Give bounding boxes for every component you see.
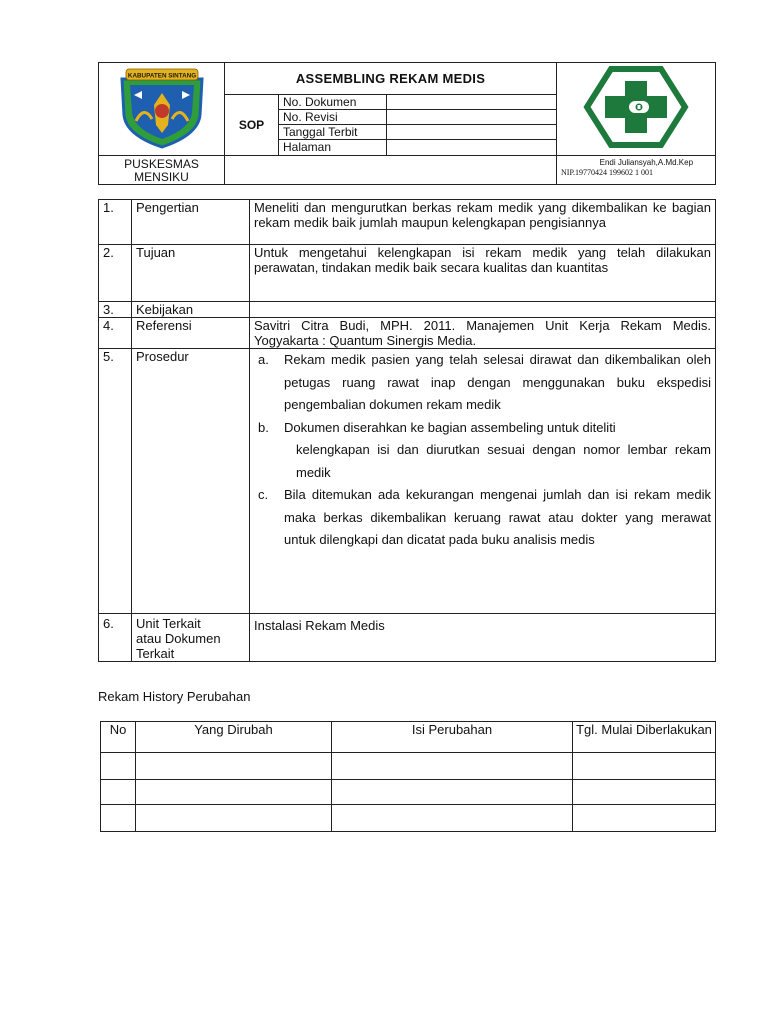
section-label: Tujuan	[132, 245, 250, 302]
meta-value-tanggal-terbit	[387, 125, 557, 140]
history-header-isi-perubahan: Isi Perubahan	[332, 722, 573, 753]
history-cell	[573, 805, 716, 832]
sop-label: SOP	[225, 94, 279, 155]
history-title: Rekam History Perubahan	[98, 689, 251, 704]
section-text-tujuan: Untuk mengetahui kelengkapan isi rekam medik yang telah dilakukan perawatan, tindakan medik baik secara kualitas dan kuantitas	[250, 245, 716, 302]
meta-label-halaman: Halaman	[279, 140, 387, 155]
procedure-text: Bila ditemukan ada kekurangan mengenai jumlah dan isi rekam medik maka berkas dikembalikan keruang rawat atau dokter yang merawat untuk dilengkapi dan dicatat pada buku analisis medis	[284, 487, 711, 547]
meta-label-tanggal-terbit: Tanggal Terbit	[279, 125, 387, 140]
organization-name	[99, 155, 225, 184]
section-number: 3.	[99, 302, 132, 318]
table-row	[99, 318, 716, 349]
section-number: 4.	[99, 318, 132, 349]
section-text-kebijakan	[250, 302, 716, 318]
section-text-referensi: Savitri Citra Budi, MPH. 2011. Manajemen Unit Kerja Rekam Medis. Yogyakarta : Quantum Sinergis Media.	[250, 318, 716, 349]
signer-nip: NIP.19770424 199602 1 001	[561, 167, 654, 177]
kabupaten-sintang-logo	[112, 65, 212, 149]
signer-name: Endi Juliansyah,A.Md.Kep	[599, 157, 694, 167]
document-title: ASSEMBLING REKAM MEDIS	[225, 63, 557, 95]
table-row	[99, 200, 716, 245]
org-line-2: MENSIKU	[134, 169, 189, 184]
table-row	[99, 614, 716, 662]
history-cell	[101, 780, 136, 805]
section-label-line: atau Dokumen	[136, 631, 221, 646]
history-header-tgl-mulai: Tgl. Mulai Diberlakukan	[573, 722, 716, 753]
signature-block	[557, 155, 716, 184]
table-row	[99, 245, 716, 302]
history-cell	[136, 780, 332, 805]
section-number: 5.	[99, 349, 132, 614]
history-cell	[332, 753, 573, 780]
meta-label-no-revisi: No. Revisi	[279, 109, 387, 124]
meta-value-no-revisi	[387, 109, 557, 124]
procedure-marker: c.	[258, 487, 269, 502]
section-label: Kebijakan	[132, 302, 250, 318]
history-header-yang-dirubah: Yang Dirubah	[136, 722, 332, 753]
history-cell	[101, 753, 136, 780]
section-text-pengertian: Meneliti dan mengurutkan berkas rekam medik yang dikembalikan ke bagian rekam medik baik jumlah maupun kelengkapan pengisiannya	[250, 200, 716, 245]
logo-banner-text: KABUPATEN SINTANG	[127, 72, 196, 80]
section-label: Prosedur	[132, 349, 250, 614]
sop-header-table	[98, 62, 716, 185]
section-label-line: Terkait	[136, 646, 175, 661]
history-cell	[332, 805, 573, 832]
section-number: 6.	[99, 614, 132, 662]
procedure-item-b	[254, 417, 711, 485]
org-line-1: PUSKESMAS	[124, 156, 199, 171]
procedure-text-rest: kelengkapan isi dan diurutkan sesuai dengan nomor lembar rekam medik	[296, 442, 711, 480]
section-label: Pengertian	[132, 200, 250, 245]
procedure-item-a	[254, 349, 711, 417]
procedure-text-line1: Dokumen diserahkan ke bagian assembeling untuk diteliti	[284, 419, 616, 435]
procedure-marker: b.	[258, 419, 269, 435]
puskesmas-logo-icon	[581, 65, 691, 149]
history-table	[100, 721, 716, 832]
table-row	[99, 349, 716, 614]
meta-value-halaman	[387, 140, 557, 155]
table-row	[99, 302, 716, 318]
sop-content-table	[98, 199, 716, 662]
history-cell	[573, 753, 716, 780]
blank-footer-cell	[225, 155, 557, 184]
section-label: Referensi	[132, 318, 250, 349]
history-cell	[573, 780, 716, 805]
district-logo-cell	[99, 63, 225, 156]
section-label	[132, 614, 250, 662]
procedure-item-c	[254, 484, 711, 552]
procedure-text: Rekam medik pasien yang telah selesai dirawat dan dikembalikan oleh petugas ruang rawat inap dengan menggunakan buku ekspedisi pengembalian dokumen rekam medik	[284, 352, 711, 412]
section-number: 2.	[99, 245, 132, 302]
procedure-marker: a.	[258, 352, 269, 367]
table-row	[101, 805, 716, 832]
history-cell	[101, 805, 136, 832]
section-text-prosedur	[250, 349, 716, 614]
meta-value-no-dokumen	[387, 94, 557, 109]
table-row	[101, 753, 716, 780]
puskesmas-logo-cell	[557, 63, 716, 156]
history-cell	[136, 753, 332, 780]
section-text-unit-terkait: Instalasi Rekam Medis	[250, 614, 716, 662]
section-number: 1.	[99, 200, 132, 245]
history-cell	[332, 780, 573, 805]
table-row	[101, 780, 716, 805]
history-header-row	[101, 722, 716, 753]
history-cell	[136, 805, 332, 832]
section-label-line: Unit Terkait	[136, 616, 201, 631]
history-header-no: No	[101, 722, 136, 753]
meta-label-no-dokumen: No. Dokumen	[279, 94, 387, 109]
